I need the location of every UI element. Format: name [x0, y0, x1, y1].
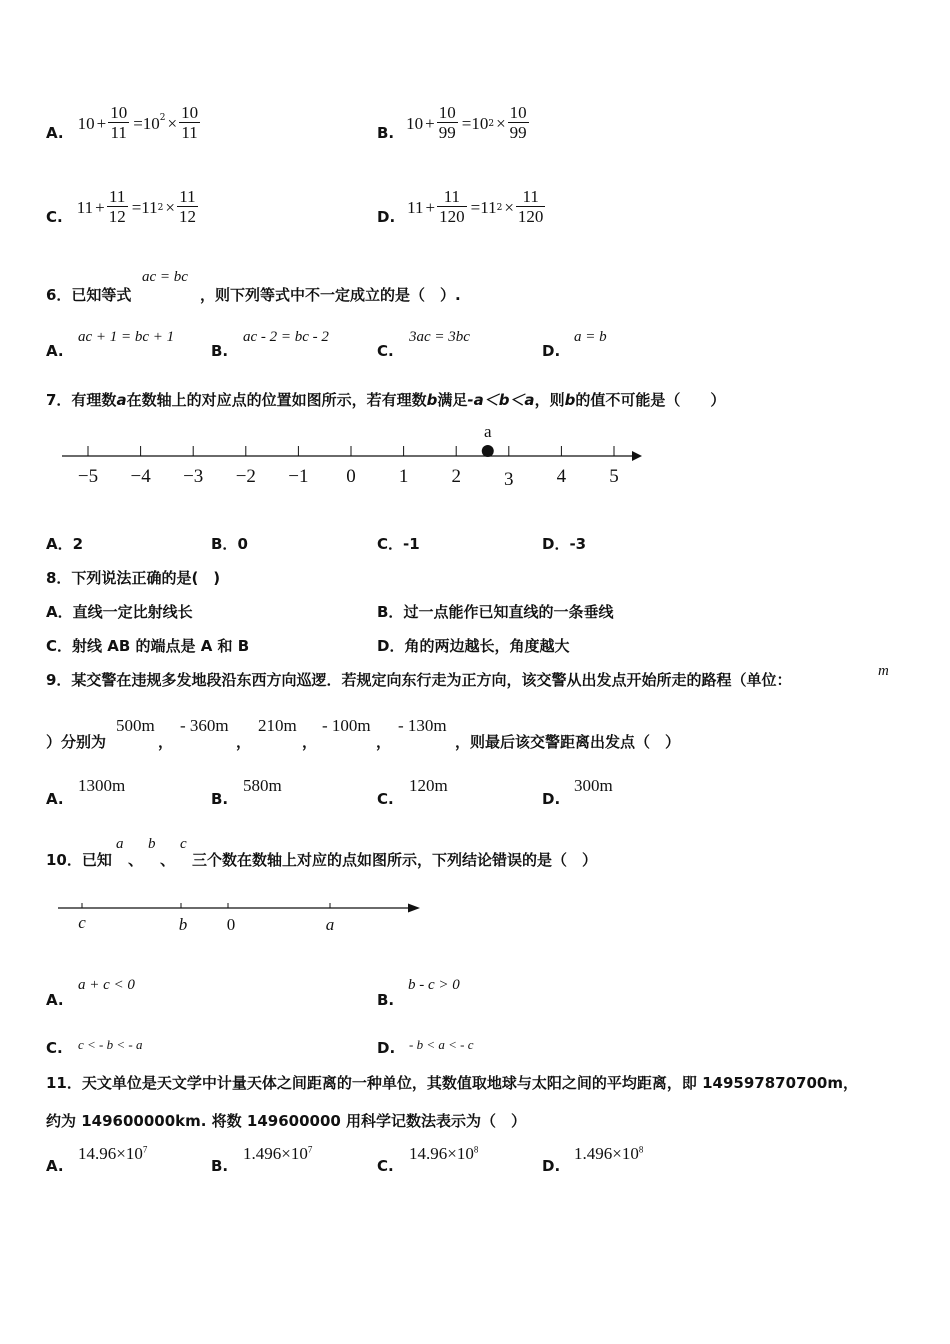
- exponent: 2: [159, 112, 166, 123]
- denominator: 99: [438, 123, 456, 142]
- q10-number-line: [0, 890, 950, 940]
- q6-option-b-label: B.: [211, 342, 229, 360]
- q8-option-b: [377, 601, 613, 622]
- axis-tick-label: −4: [130, 466, 151, 487]
- axis-tick-label: −1: [288, 466, 309, 487]
- denominator: 120: [517, 207, 544, 226]
- q8-option-d: [377, 635, 569, 656]
- q6-option-b-formula: ac - 2 = bc - 2: [243, 329, 329, 345]
- q9-value-4: - 100m: [322, 716, 371, 735]
- numerator: 10: [181, 103, 199, 122]
- exponent: 7: [142, 1144, 148, 1155]
- denominator: 12: [178, 207, 196, 226]
- q10-option-b-label: B.: [377, 991, 395, 1009]
- axis-tick-label: 0: [346, 466, 356, 487]
- q10-option-b-formula: b - c > 0: [408, 977, 460, 993]
- q9-unit: m: [878, 663, 889, 679]
- q7-option-d: [542, 533, 586, 554]
- denominator: 120: [439, 207, 465, 226]
- q11-option-d-label: D.: [542, 1157, 561, 1175]
- q9-option-c-value: 120m: [409, 776, 448, 795]
- option-text: 直线一定比射线长: [72, 603, 193, 621]
- q7-option-c: [377, 533, 420, 554]
- option-text: 角的两边越长，角度越大: [404, 637, 570, 655]
- q8-option-c: [46, 635, 249, 656]
- q9-value-3: 210m: [258, 716, 297, 735]
- q11-option-b-value: [243, 1144, 312, 1164]
- numerator: 11: [437, 188, 467, 207]
- equals-power: =11: [131, 197, 158, 217]
- q8-option-a: [46, 601, 193, 622]
- q10-option-a-label: A.: [46, 991, 64, 1009]
- q10-option-c-label: C.: [46, 1039, 63, 1057]
- plus-sign: +: [425, 197, 436, 217]
- plus-sign: +: [95, 197, 105, 217]
- option-label: C．: [377, 535, 404, 553]
- times-sign: ×: [496, 113, 506, 133]
- q11-option-c-label: C.: [377, 1157, 394, 1175]
- q6-option-a-label: A.: [46, 342, 64, 360]
- option-label: C.: [46, 207, 63, 226]
- q10-option-d-formula: - b < a < - c: [409, 1037, 474, 1052]
- exponent: 8: [473, 1144, 479, 1155]
- option-label: B.: [377, 123, 395, 142]
- q9-comma-1: ，: [158, 733, 174, 751]
- q9-option-b-label: B.: [211, 790, 229, 808]
- axis-arrow-icon: [408, 904, 420, 913]
- q10-sep-1: 、: [128, 851, 144, 869]
- q10-suffix: 三个数在数轴上对应的点如图所示，下列结论错误的是（ ）: [192, 851, 598, 869]
- q7-text-1: 7．有理数: [46, 391, 117, 409]
- addend: 11: [76, 197, 94, 217]
- q7-number-line: [0, 0, 950, 520]
- option-label: D．: [542, 535, 570, 553]
- q9-value-5: - 130m: [398, 716, 447, 735]
- q7-var-b2: b: [564, 391, 576, 409]
- q10-option-d-label: D.: [377, 1039, 396, 1057]
- axis-tick-label: 5: [609, 466, 619, 487]
- q7-text-4: ，则: [534, 391, 565, 409]
- option-text: 0: [237, 535, 248, 553]
- denominator: 99: [509, 123, 527, 142]
- plus-sign: +: [96, 113, 107, 133]
- times-sign: ×: [167, 113, 178, 133]
- label-c: c: [78, 913, 86, 932]
- q7-option-a: [46, 533, 83, 554]
- q7-var-a: a: [116, 391, 127, 409]
- axis-arrow-icon: [632, 451, 642, 461]
- exponent: 2: [157, 202, 164, 213]
- axis-tick-label: −2: [235, 466, 256, 487]
- exponent: 8: [638, 1144, 644, 1155]
- equals-power: =11: [470, 197, 497, 217]
- q11-option-a-value: [78, 1144, 147, 1164]
- exponent: 2: [496, 202, 503, 213]
- q6-stem-prefix: 6．已知等式: [46, 286, 132, 304]
- q7-text-5: 的值不可能是（ ）: [575, 391, 726, 409]
- option-label: A．: [46, 535, 73, 553]
- q7-text-2: 在数轴上的对应点的位置如图所示，若有理数: [126, 391, 427, 409]
- numerator: 11: [177, 188, 198, 207]
- q11-stem-line2: 约为 149600000km. 将数 149600000 用科学记数法表示为（ ）: [46, 1112, 527, 1130]
- option-label: B．: [377, 603, 404, 621]
- q10-var-a: a: [116, 836, 124, 852]
- addend: 10: [406, 113, 424, 133]
- numerator: 10: [438, 103, 456, 122]
- addend: 11: [407, 197, 424, 217]
- axis-tick-label: −5: [77, 466, 99, 487]
- q6-formula: ac = bc: [142, 269, 188, 285]
- times-sign: ×: [504, 197, 514, 217]
- q9-value-2: - 360m: [180, 716, 229, 735]
- q10-var-b: b: [148, 836, 156, 852]
- q11-option-b-label: B.: [211, 1157, 229, 1175]
- q9-option-b-value: 580m: [243, 776, 282, 795]
- option-text: -1: [403, 535, 420, 553]
- denominator: 11: [181, 123, 198, 142]
- q10-var-c: c: [180, 836, 187, 852]
- axis-tick-label: −3: [183, 466, 204, 487]
- q6-option-c-formula: 3ac = 3bc: [409, 329, 470, 345]
- q9-comma-3: ，: [302, 733, 318, 751]
- q9-line2-prefix: ）分别为: [46, 733, 107, 751]
- axis-tick-label: 2: [451, 466, 461, 487]
- equals-power: =10: [461, 113, 489, 133]
- q9-line2-suffix: ，则最后该交警距离出发点（ ）: [455, 733, 681, 751]
- q7-condition: -a＜b＜a: [467, 391, 535, 409]
- q6-option-d-formula: a = b: [574, 329, 607, 345]
- equals-power: =10: [133, 113, 160, 133]
- mantissa: 14.96×10: [78, 1144, 143, 1163]
- q9-stem-line1: 9．某交警在违规多发地段沿东西方向巡逻．若规定向东行走为正方向，该交警从出发点开始所走的路程（单位：: [46, 671, 792, 689]
- numerator: 10: [509, 103, 527, 122]
- q9-comma-4: ，: [376, 733, 392, 751]
- option-text: 2: [72, 535, 84, 553]
- option-label: D．: [377, 637, 405, 655]
- q8-stem: 8．下列说法正确的是( ): [46, 569, 221, 587]
- q9-option-d-value: 300m: [574, 776, 613, 795]
- option-label: B．: [211, 535, 238, 553]
- option-label: A.: [46, 123, 64, 142]
- times-sign: ×: [165, 197, 175, 217]
- q6-option-a-formula: ac + 1 = bc + 1: [78, 329, 175, 345]
- q7-option-b: [211, 533, 248, 554]
- q6-stem-suffix: ，则下列等式中不一定成立的是（ ）.: [200, 286, 461, 304]
- mantissa: 14.96×10: [409, 1144, 474, 1163]
- q7-var-b: b: [426, 391, 438, 409]
- q11-option-c-value: [409, 1144, 478, 1164]
- numerator: 11: [107, 188, 128, 207]
- q10-option-c-formula: c < - b < - a: [78, 1037, 143, 1052]
- option-label: A．: [46, 603, 73, 621]
- q9-option-a-label: A.: [46, 790, 64, 808]
- q11-stem-line1: 11．天文单位是天文学中计量天体之间距离的一种单位，其数值取地球与太阳之间的平均距离，即 149597870700m，: [46, 1074, 858, 1092]
- point-a-label: a: [483, 422, 492, 441]
- exponent: 7: [307, 1144, 313, 1155]
- axis-tick-label: 1: [398, 466, 409, 487]
- axis-tick-label: 4: [556, 466, 567, 487]
- q11-option-d-value: [574, 1144, 643, 1164]
- option-label: C．: [46, 637, 73, 655]
- q10-prefix: 10．已知: [46, 851, 112, 869]
- numerator: 11: [516, 188, 546, 207]
- mantissa: 1.496×10: [243, 1144, 308, 1163]
- denominator: 12: [108, 207, 126, 226]
- q9-comma-2: ，: [236, 733, 252, 751]
- mantissa: 1.496×10: [574, 1144, 639, 1163]
- denominator: 11: [110, 123, 127, 142]
- q6-option-c-label: C.: [377, 342, 394, 360]
- q6-option-d-label: D.: [542, 342, 561, 360]
- label-a: a: [325, 915, 335, 934]
- addend: 10: [77, 113, 95, 133]
- option-text: 过一点能作已知直线的一条垂线: [403, 603, 614, 621]
- option-text: -3: [569, 535, 587, 553]
- q9-value-1: 500m: [116, 716, 155, 735]
- q9-option-c-label: C.: [377, 790, 394, 808]
- q10-option-a-formula: a + c < 0: [78, 977, 135, 993]
- label-b: b: [178, 915, 188, 934]
- option-label: D.: [377, 207, 396, 226]
- numerator: 10: [110, 103, 128, 122]
- axis-tick-label: 3: [504, 469, 514, 490]
- plus-sign: +: [425, 113, 435, 133]
- q7-text-3: 满足: [437, 391, 468, 409]
- q9-option-a-value: 1300m: [78, 776, 126, 795]
- q11-option-a-label: A.: [46, 1157, 64, 1175]
- label-0: 0: [226, 915, 236, 934]
- q9-option-d-label: D.: [542, 790, 561, 808]
- option-text: 射线 AB 的端点是 A 和 B: [72, 637, 250, 655]
- exponent: 2: [488, 118, 495, 129]
- q10-sep-2: 、: [160, 851, 176, 869]
- point-a-marker: [482, 445, 494, 457]
